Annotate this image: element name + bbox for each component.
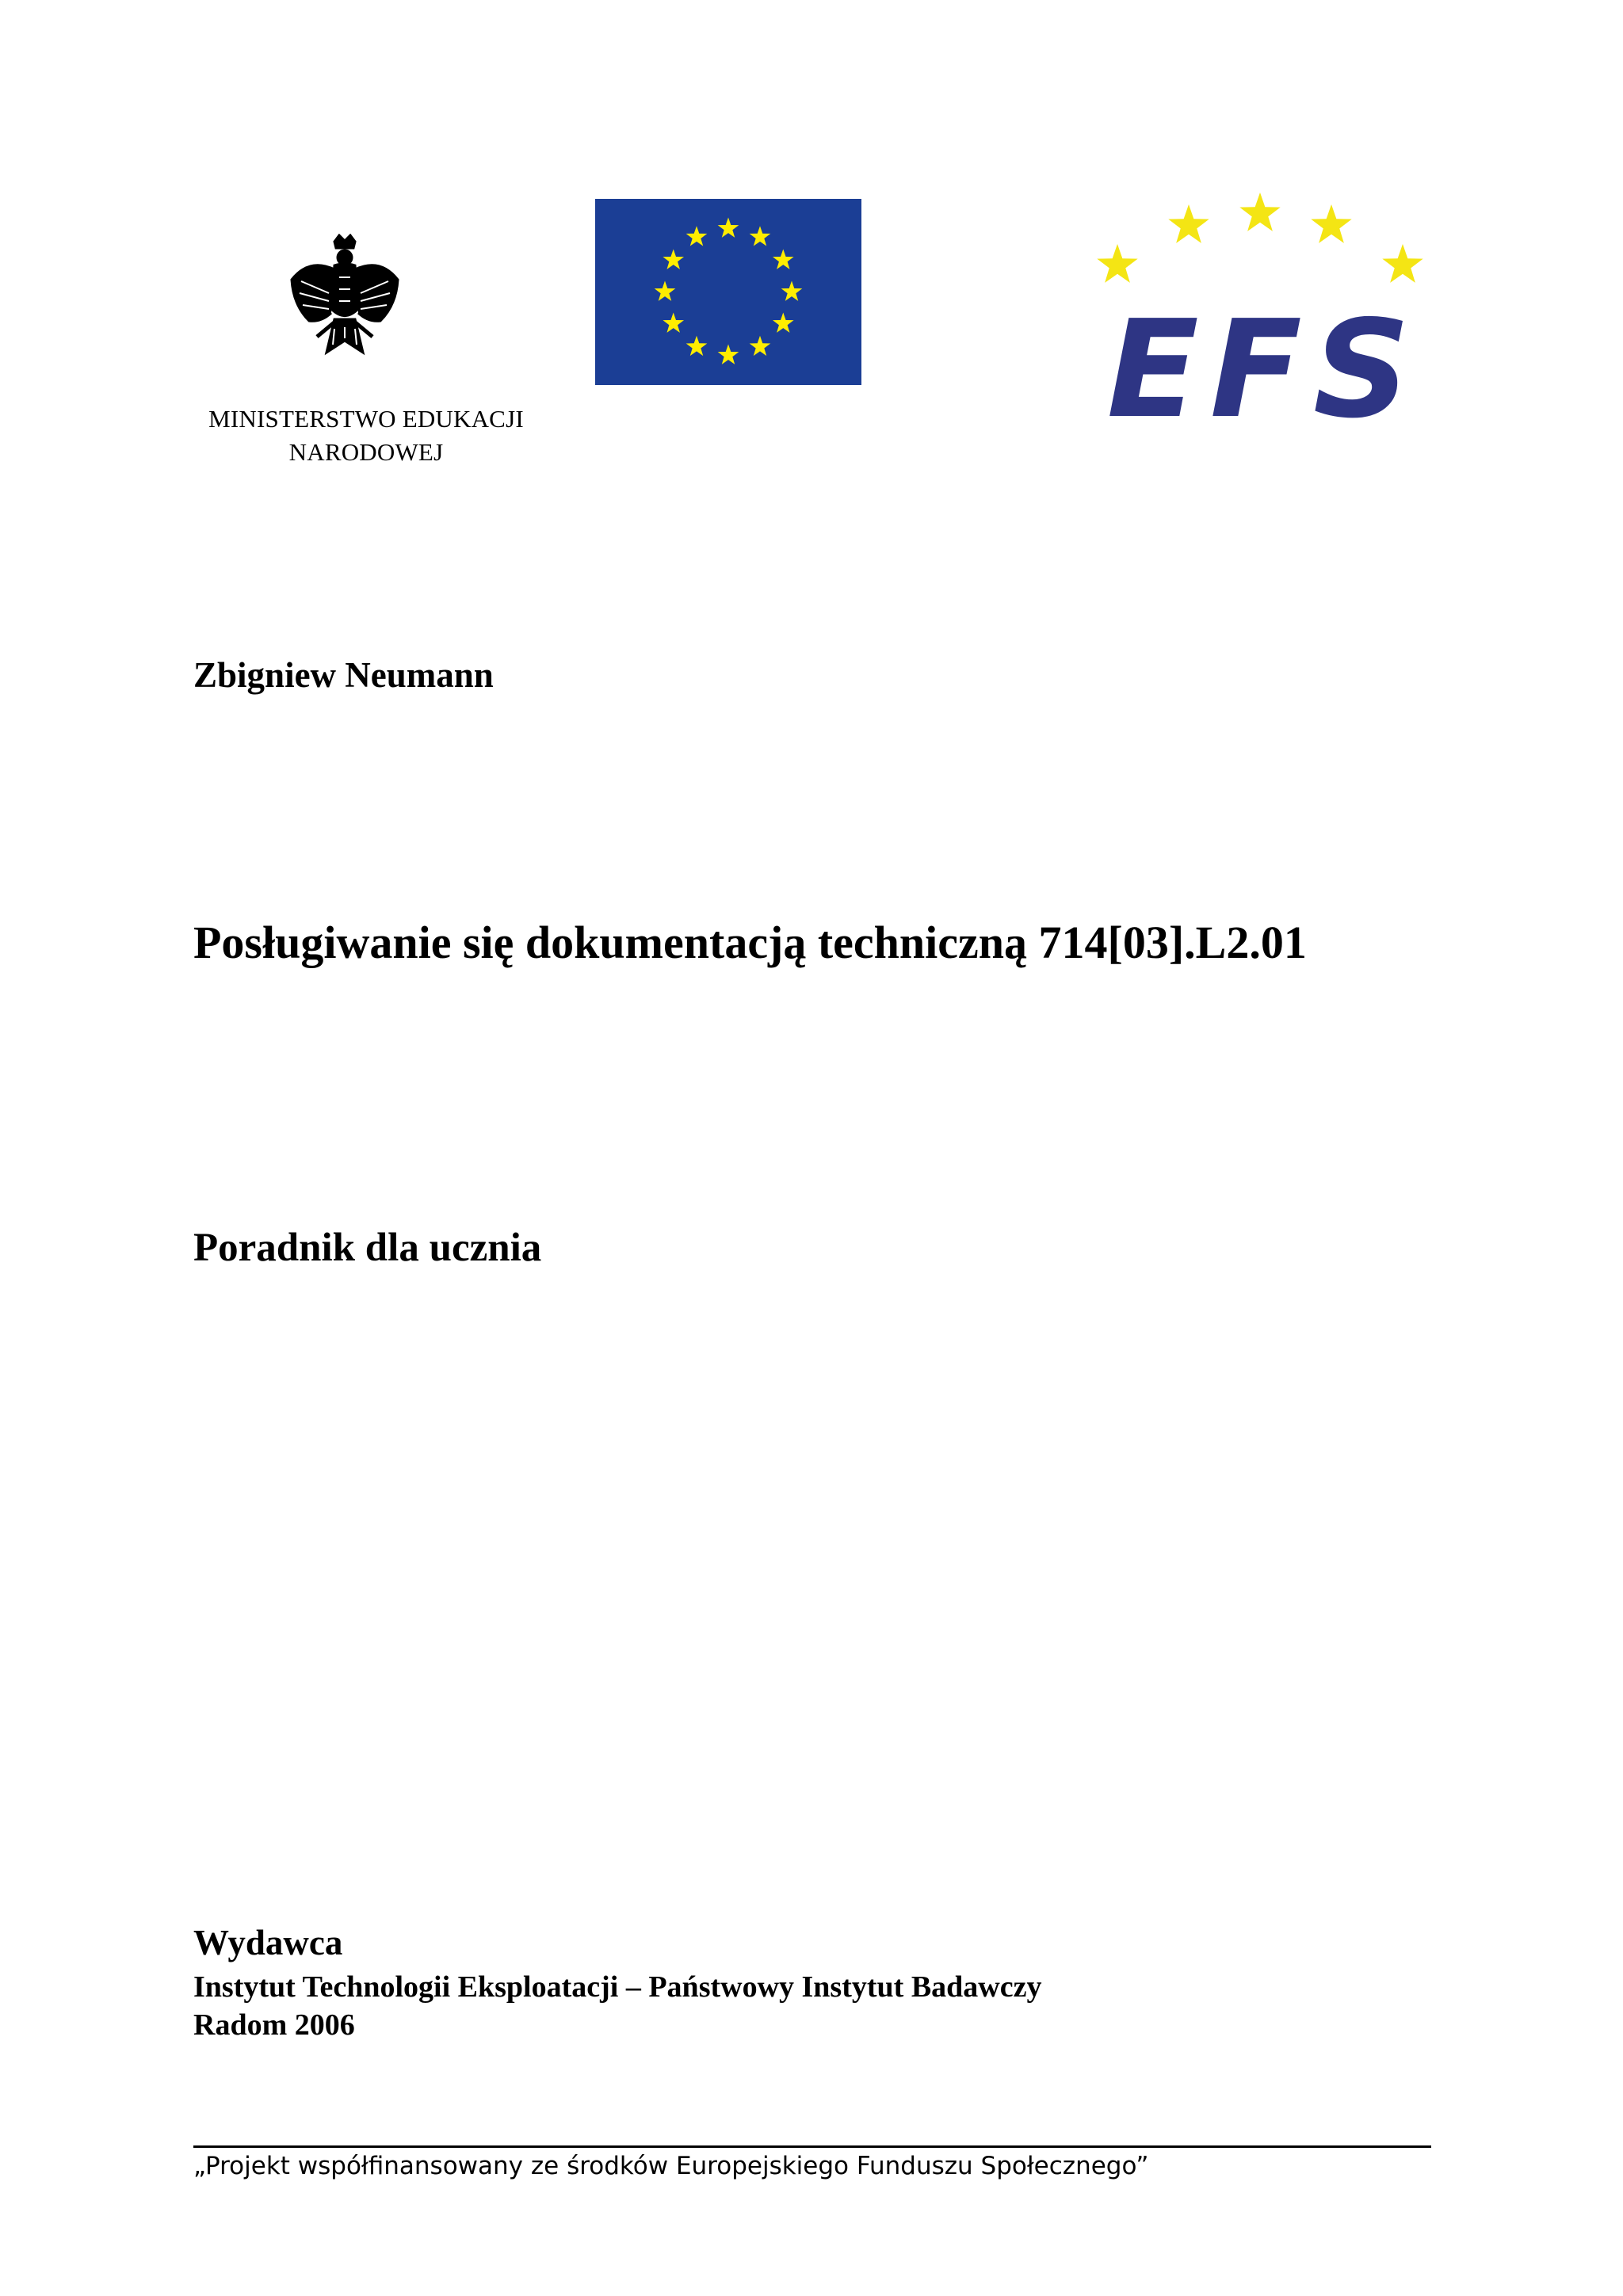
efs-star-icon — [1311, 204, 1351, 243]
efs-logo-text: EFS — [1106, 292, 1422, 428]
author-name: Zbigniew Neumann — [193, 655, 494, 695]
publisher-place-year: Radom 2006 — [193, 2008, 355, 2042]
efs-star-icon — [1168, 204, 1209, 243]
publisher-name: Instytut Technologii Eksploatacji – Państwowy Instytut Badawczy — [193, 1970, 1042, 2004]
efs-star-icon — [1097, 244, 1137, 283]
efs-star-icon — [1382, 244, 1423, 283]
footer-divider — [193, 2145, 1431, 2148]
publisher-label: Wydawca — [193, 1923, 343, 1962]
ministry-name: MINISTERSTWO EDUKACJI NARODOWEJ — [208, 405, 524, 466]
footer-note: „Projekt współfinansowany ze środków Europejskiego Funduszu Społecznego” — [193, 2152, 1149, 2180]
efs-star-icon — [1239, 193, 1280, 231]
eu-flag-icon — [595, 199, 861, 385]
polish-eagle-emblem-icon — [285, 234, 404, 368]
document-subtitle: Poradnik dla ucznia — [193, 1226, 542, 1270]
document-title: Posługiwanie się dokumentacją techniczną 714[03].L2.01 — [193, 917, 1307, 968]
efs-logo-icon — [1090, 190, 1438, 428]
